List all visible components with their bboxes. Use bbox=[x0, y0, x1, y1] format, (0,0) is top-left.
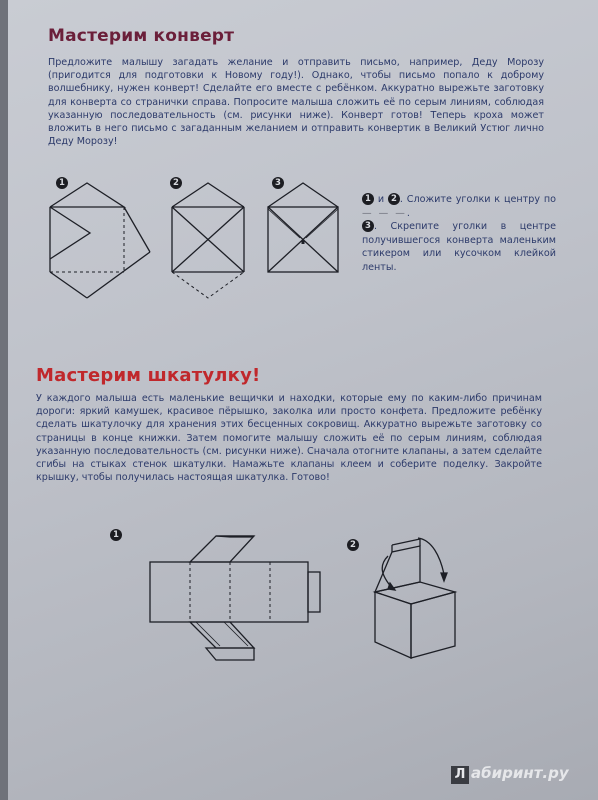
instr-and: и bbox=[374, 194, 388, 205]
envelope-instructions bbox=[362, 193, 556, 274]
assembled-box-diagram bbox=[375, 538, 455, 658]
box-net-diagram bbox=[150, 536, 320, 660]
box-section-title: Мастерим шкатулку! bbox=[36, 365, 261, 386]
instr-step-1-badge: 1 bbox=[362, 193, 374, 205]
envelope-step-2-diagram bbox=[172, 183, 244, 298]
envelope-step-1-diagram bbox=[50, 183, 150, 298]
box-step-2-badge: 2 bbox=[347, 539, 359, 551]
instr-dot: . bbox=[406, 207, 410, 219]
instr-step-12-text: . Сложите уголки к центру по bbox=[399, 194, 556, 205]
instr-step-2-badge: 2 bbox=[388, 193, 400, 205]
instr-step-3-text: . Скрепите уголки в центре получившегося конверта маленьким стикером или кусочком клейкой ленты. bbox=[362, 221, 556, 273]
envelope-step-2-badge: 2 bbox=[170, 177, 182, 189]
instr-step-3-badge: 3 bbox=[362, 220, 374, 232]
labirint-logo-icon: Л bbox=[451, 766, 469, 784]
envelope-section-title: Мастерим конверт bbox=[48, 26, 235, 46]
envelope-step-1-badge: 1 bbox=[56, 177, 68, 189]
box-step-1-badge: 1 bbox=[110, 529, 122, 541]
labirint-watermark bbox=[451, 764, 569, 784]
envelope-section-text: Предложите малышу загадать желание и отправить письмо, например, Деду Морозу (пригодится для подготовки к Новому году!). Однако, чтобы письмо попало к доброму волшебнику, нужен конверт! Сделайте его вместе с ребёнком. Аккуратно вырежьте заготовку для конверта со странички справа. Попросите малыша сложить её по серым линиям, соблюдая указанную последовательность (см. рисунки ниже). Конверт готов! Теперь кроха может вложить в него письмо с загаданным желанием и отправить конвертик в Великий Устюг лично Деду Морозу! bbox=[48, 57, 544, 148]
box-section-text: У каждого малыша есть маленькие вещички и находки, которые ему по каким-либо причинам дороги: яркий камушек, красивое пёрышко, заколка или просто конфета. Предложите ребёнку сделать шкатулочку для хранения этих бесценных сокровищ. Аккуратно вырежьте заготовку со страницы в конце книжки. Затем помогите малышу сложить её по серым линиям, соблюдая указанную последовательность (см. рисунки ниже). Сначала отогните клапаны, а затем сделайте сгибы на стыках стенок шкатулки. Намажьте клапаны клеем и соберите поделку. Закройте крышку, чтобы получилась настоящая шкатулка. Готово! bbox=[36, 393, 542, 484]
envelope-step-3-diagram bbox=[268, 183, 338, 272]
instr-dashes: — — — bbox=[362, 207, 407, 219]
watermark-text: абиринт.ру bbox=[471, 764, 569, 782]
envelope-step-3-badge: 3 bbox=[272, 177, 284, 189]
